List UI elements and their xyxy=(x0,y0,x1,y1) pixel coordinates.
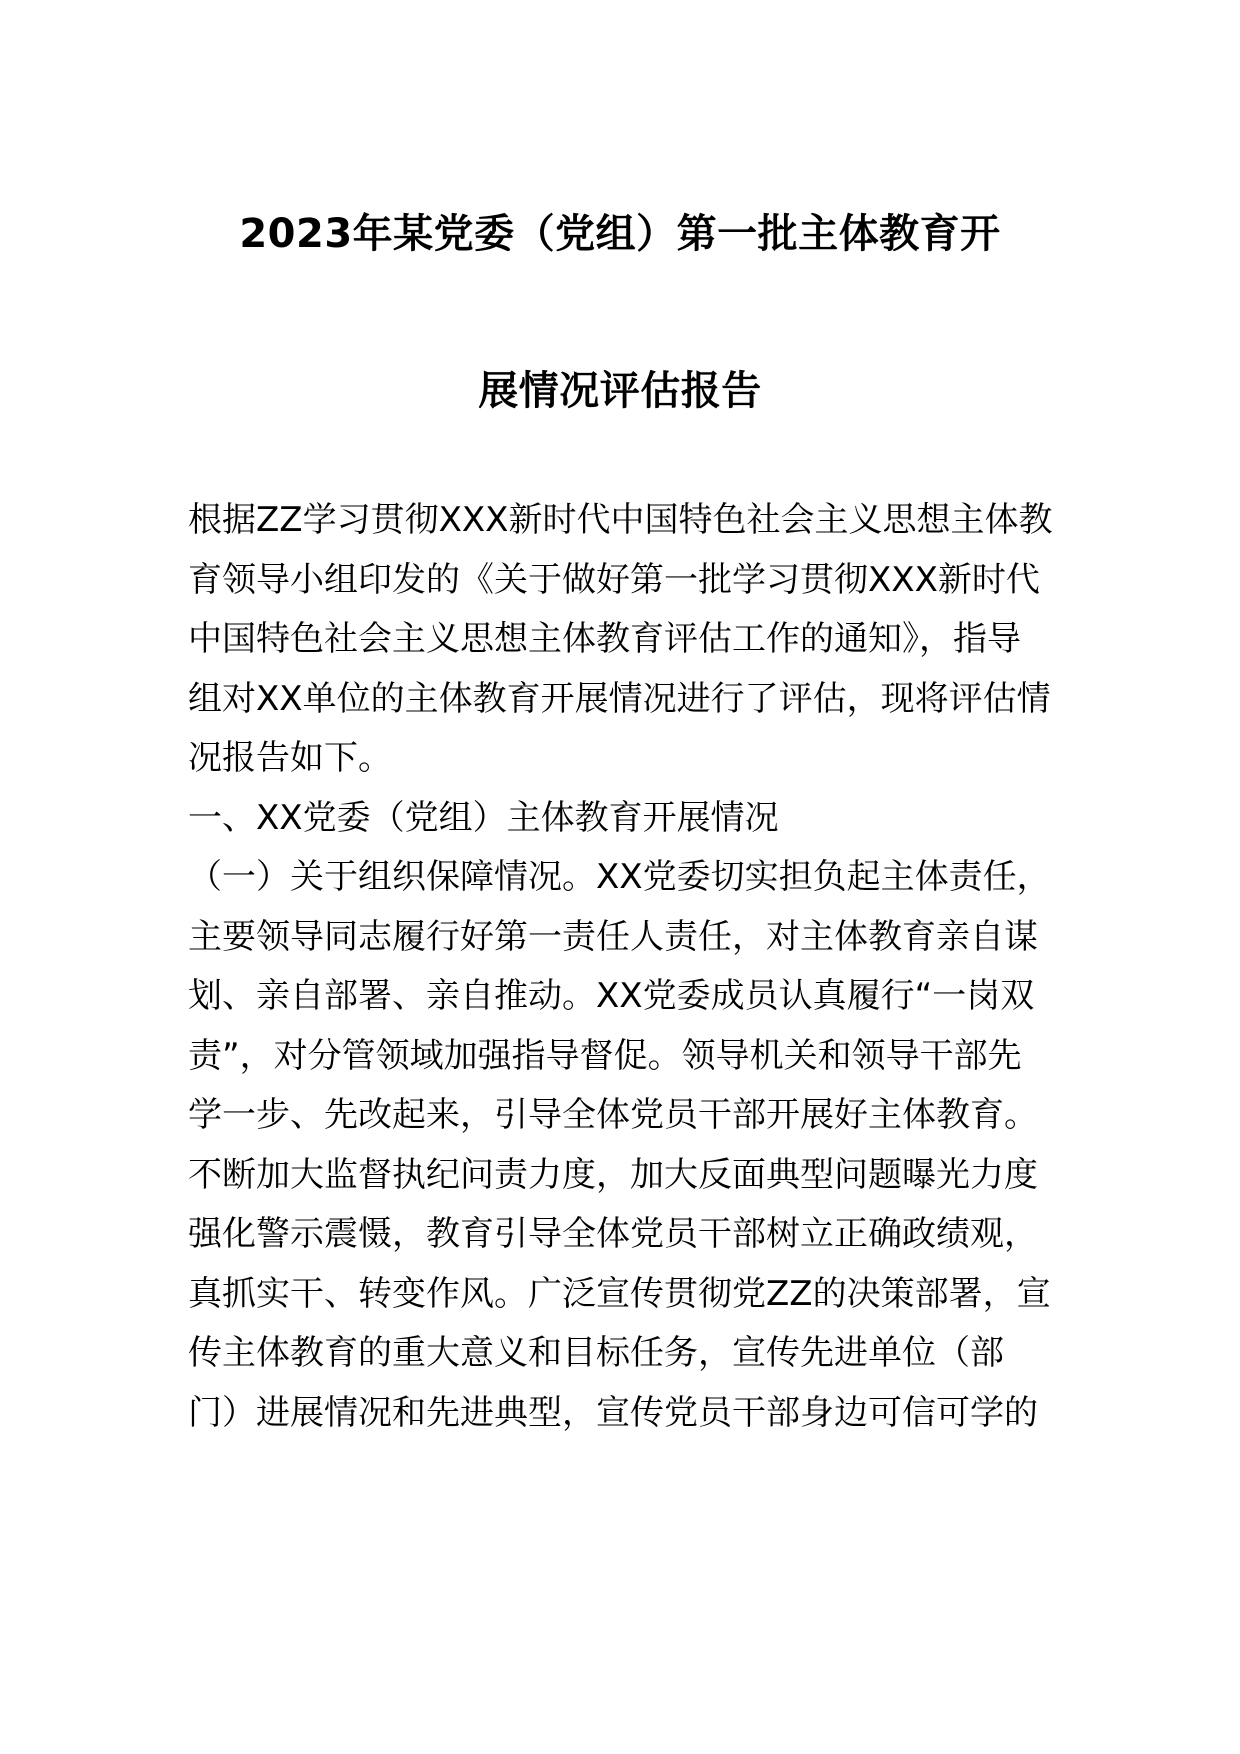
body-line: 组对XX单位的主体教育开展情况进行了评估，现将评估情 xyxy=(188,679,1051,719)
body-line: 传主体教育的重大意义和目标任务，宣传先进单位（部 xyxy=(188,1333,1004,1373)
body-line: 中国特色社会主义思想主体教育评估工作的通知》，指导 xyxy=(188,619,1021,659)
body-line: 根据ZZ学习贯彻XXX新时代中国特色社会主义思想主体教 xyxy=(188,500,1053,540)
body-line: 育领导小组印发的《关于做好第一批学习贯彻XXX新时代 xyxy=(188,560,1040,600)
section-heading: 一、XX党委（党组）主体教育开展情况 xyxy=(188,798,779,838)
body-line: 责”，对分管领域加强指导督促。领导机关和领导干部先 xyxy=(188,1036,1022,1076)
document-title-line-1: 2023年某党委（党组）第一批主体教育开 xyxy=(239,211,1001,257)
body-line: 况报告如下。 xyxy=(188,738,392,778)
body-line: 门）进展情况和先进典型，宣传党员干部身边可信可学的 xyxy=(188,1393,1038,1433)
body-line: 主要领导同志履行好第一责任人责任，对主体教育亲自谋 xyxy=(188,917,1038,957)
document-title-line-2: 展情况评估报告 xyxy=(478,368,762,414)
body-line: 真抓实干、转变作风。广泛宣传贯彻党ZZ的决策部署，宣 xyxy=(188,1274,1051,1314)
body-line: 不断加大监督执纪问责力度，加大反面典型问题曝光力度 xyxy=(188,1155,1038,1195)
body-line: 划、亲自部署、亲自推动。XX党委成员认真履行“一岗双 xyxy=(188,976,1035,1016)
body-line: （一）关于组织保障情况。XX党委切实担负起主体责任， xyxy=(188,857,1051,897)
body-line: 强化警示震慑，教育引导全体党员干部树立正确政绩观， xyxy=(188,1214,1038,1254)
body-line: 学一步、先改起来，引导全体党员干部开展好主体教育。 xyxy=(188,1095,1038,1135)
